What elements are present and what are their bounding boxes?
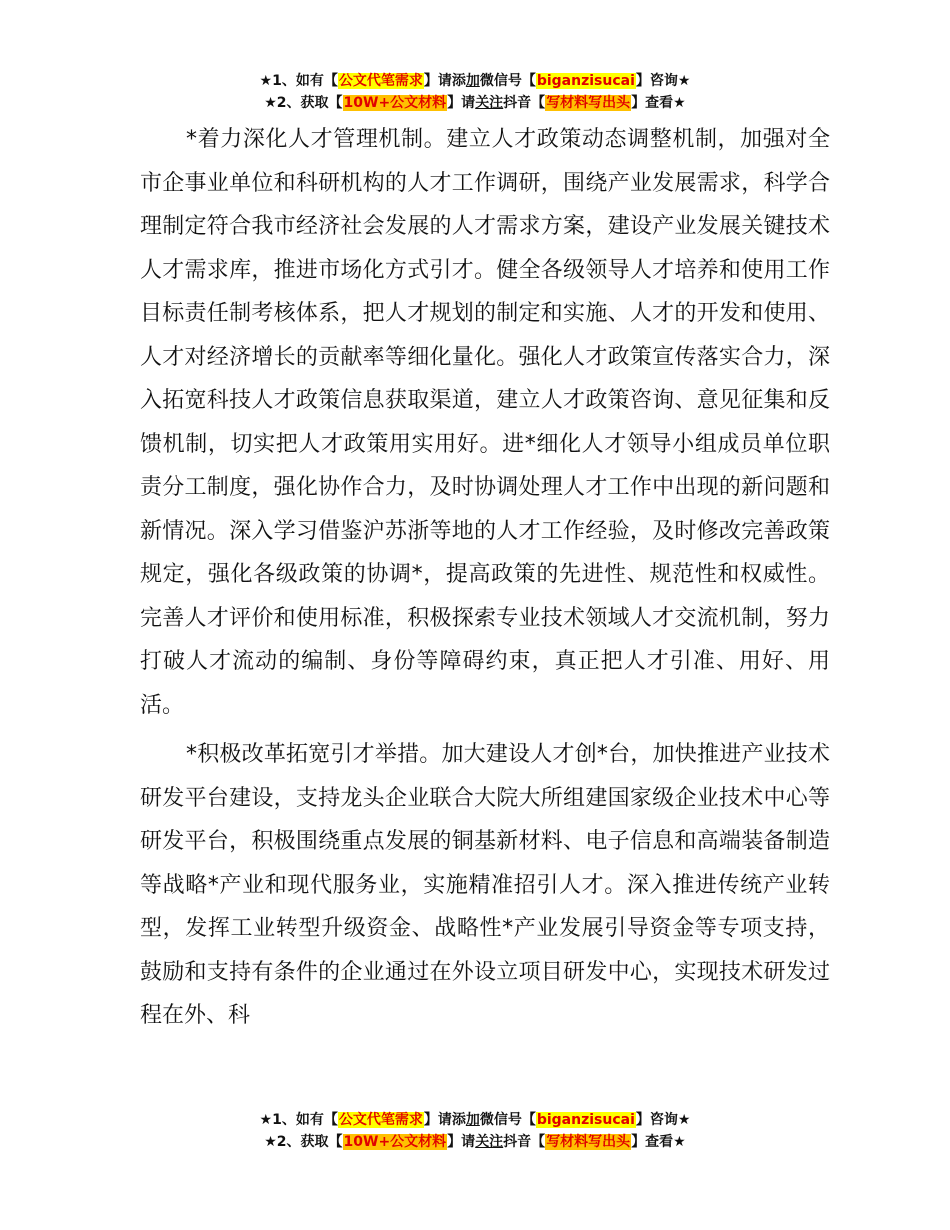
header-line-2 (0, 92, 950, 114)
footer-service-highlight: 公文代笔需求 (338, 1112, 423, 1128)
footer-line-2-text: 】请 (447, 1134, 476, 1150)
footer-line-2-suffix: 】查看★ (631, 1134, 686, 1150)
footer-line-1-prefix: ★1、如有【 (259, 1112, 338, 1128)
douyin-highlight: 写材料写出头 (546, 95, 631, 111)
footer-line-2-text-2: 抖音【 (503, 1134, 546, 1150)
header-line-1-suffix: 】咨询★ (635, 73, 691, 89)
footer-banner (0, 1109, 950, 1153)
paragraph-talent-management: *着力深化人才管理机制。建立人才政策动态调整机制，加强对全市企事业单位和科研机构的人才工作调研，围绕产业发展需求，科学合理制定符合我市经济社会发展的人才需求方案，建设产业发展关键技术人才需求库，推进市场化方式引才。健全各级领导人才培养和使用工作目标责任制考核体系，把人才规划的制定和实施、人才的开发和使用、人才对经济增长的贡献率等细化量化。强化人才政策宣传落实合力，深入拓宽科技人才政策信息获取渠道，建立人才政策咨询、意见征集和反馈机制，切实把人才政策用实用好。进*细化人才领导小组成员单位职责分工制度，强化协作合力，及时协调处理人才工作中出现的新问题和新情况。深入学习借鉴沪苏浙等地的人才工作经验，及时修改完善政策规定，强化各级政策的协调*，提高政策的先进性、规范性和权威性。完善人才评价和使用标准，积极探索专业技术领域人才交流机制，努力打破人才流动的编制、身份等障碍约束，真正把人才引准、用好、用活。 (140, 127, 830, 718)
footer-line-1-text-2: 微信号【 (479, 1112, 536, 1128)
header-line-1-underlined: 加 (465, 73, 480, 89)
header-line-2-text: 】请 (447, 95, 476, 111)
header-line-2-underlined: 关注 (475, 95, 504, 111)
header-line-1-prefix: ★1、如有【 (259, 73, 338, 89)
footer-line-2-underlined: 关注 (475, 1134, 504, 1150)
footer-line-1-text: 】请添 (423, 1112, 466, 1128)
footer-wechat-id-highlight: biganzisucai (536, 1112, 635, 1128)
header-line-2-prefix: ★2、获取【 (264, 95, 343, 111)
document-body (140, 118, 830, 1038)
footer-line-1 (0, 1109, 950, 1131)
header-line-2-text-2: 抖音【 (503, 95, 546, 111)
paragraph-talent-attraction: *积极改革拓宽引才举措。加大建设人才创*台，加快推进产业技术研发平台建设，支持龙头企业联合大院大所组建国家级企业技术中心等研发平台，积极围绕重点发展的铜基新材料、电子信息和高端装备制造等战略*产业和现代服务业，实施精准招引人才。深入推进传统产业转型，发挥工业转型升级资金、战略性*产业发展引导资金等专项支持，鼓励和支持有条件的企业通过在外设立项目研发中心，实现技术研发过程在外、科 (140, 742, 830, 1028)
footer-line-2 (0, 1131, 950, 1153)
header-line-1-text: 】请添 (423, 73, 466, 89)
footer-line-1-underlined: 加 (465, 1112, 480, 1128)
footer-line-1-suffix: 】咨询★ (635, 1112, 691, 1128)
footer-line-2-prefix: ★2、获取【 (264, 1134, 343, 1150)
wechat-id-highlight: biganzisucai (536, 73, 635, 89)
footer-douyin-highlight: 写材料写出头 (546, 1134, 631, 1150)
footer-materials-highlight: 10W+公文材料 (343, 1134, 447, 1150)
service-highlight: 公文代笔需求 (338, 73, 423, 89)
header-banner (0, 70, 950, 114)
header-line-1 (0, 70, 950, 92)
header-line-1-text-2: 微信号【 (479, 73, 536, 89)
materials-highlight: 10W+公文材料 (343, 95, 447, 111)
header-line-2-suffix: 】查看★ (631, 95, 686, 111)
